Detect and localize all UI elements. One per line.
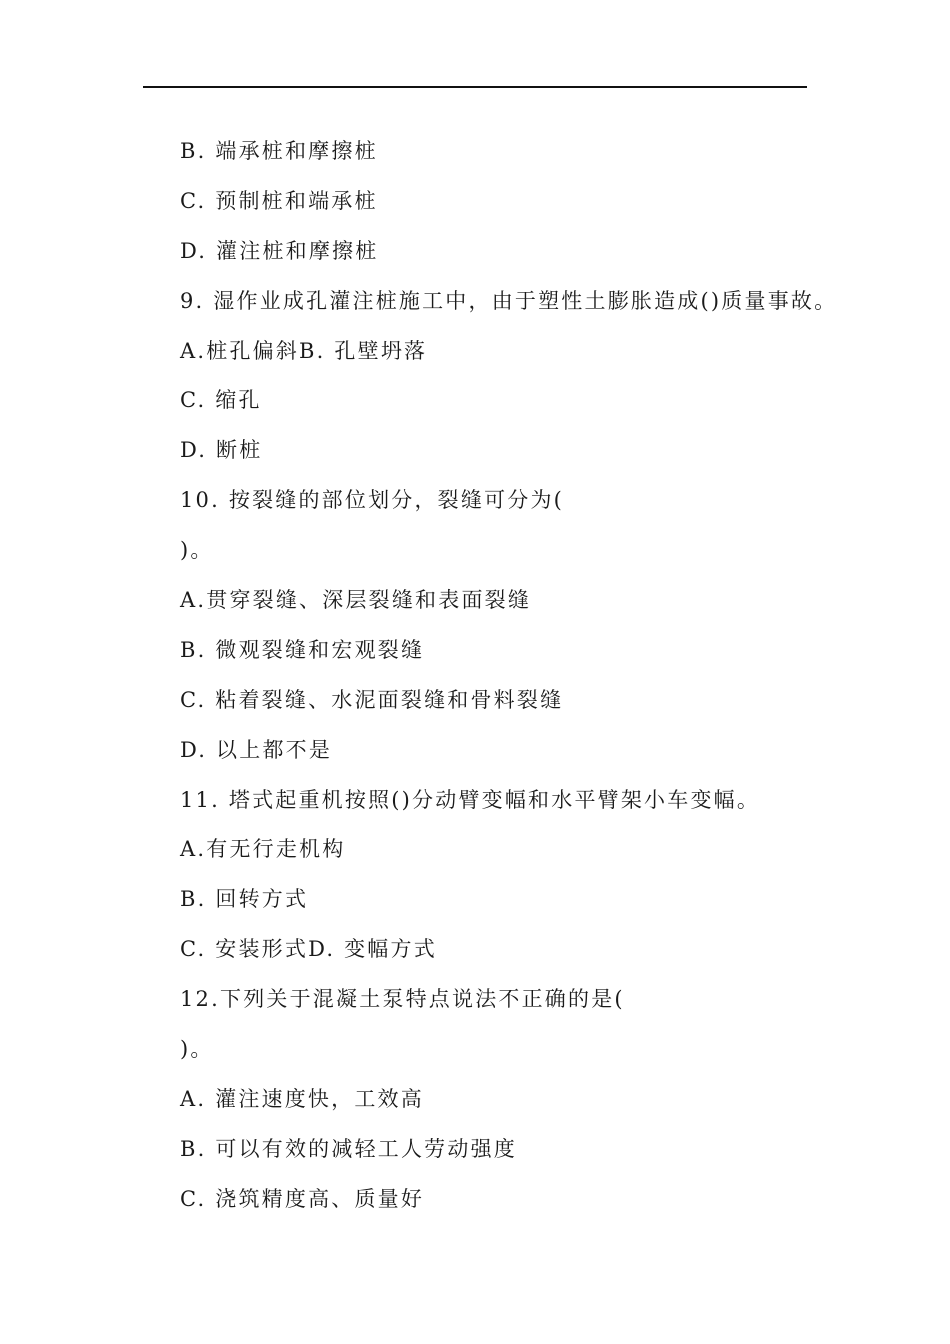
option-11b: B. 回转方式 xyxy=(180,887,309,912)
option-10d: D. 以上都不是 xyxy=(180,737,333,762)
question-10: 10. 按裂缝的部位划分，裂缝可分为( xyxy=(180,488,565,513)
option-8c: C. 预制桩和端承桩 xyxy=(180,188,378,213)
option-9c: C. 缩孔 xyxy=(180,388,262,413)
option-8b: B. 端承桩和摩擦桩 xyxy=(180,139,378,163)
option-9ab: A.桩孔偏斜B. 孔壁坍落 xyxy=(180,338,428,363)
option-8d: D. 灌注桩和摩擦桩 xyxy=(180,238,379,263)
option-12a: A. 灌注速度快，工效高 xyxy=(180,1086,424,1111)
option-10c: C. 粘着裂缝、水泥面裂缝和骨料裂缝 xyxy=(180,687,564,712)
option-11a: A.有无行走机构 xyxy=(180,837,346,862)
option-10a: A.贯穿裂缝、深层裂缝和表面裂缝 xyxy=(180,588,532,613)
option-12c: C. 浇筑精度高、质量好 xyxy=(180,1186,425,1211)
option-11cd: C. 安装形式D. 变幅方式 xyxy=(180,937,437,962)
question-10-continued: )。 xyxy=(180,538,214,563)
option-9d: D. 断桩 xyxy=(180,438,263,463)
option-10b: B. 微观裂缝和宏观裂缝 xyxy=(180,637,425,662)
document-body xyxy=(180,133,880,1231)
question-11: 11. 塔式起重机按照()分动臂变幅和水平臂架小车变幅。 xyxy=(180,787,761,812)
option-12b: B. 可以有效的减轻工人劳动强度 xyxy=(180,1136,517,1161)
header-rule xyxy=(143,86,807,88)
question-12: 12.下列关于混凝土泵特点说法不正确的是( xyxy=(180,987,625,1012)
question-9: 9. 湿作业成孔灌注桩施工中，由于塑性土膨胀造成()质量事故。 xyxy=(180,288,838,313)
question-12-continued: )。 xyxy=(180,1037,214,1062)
